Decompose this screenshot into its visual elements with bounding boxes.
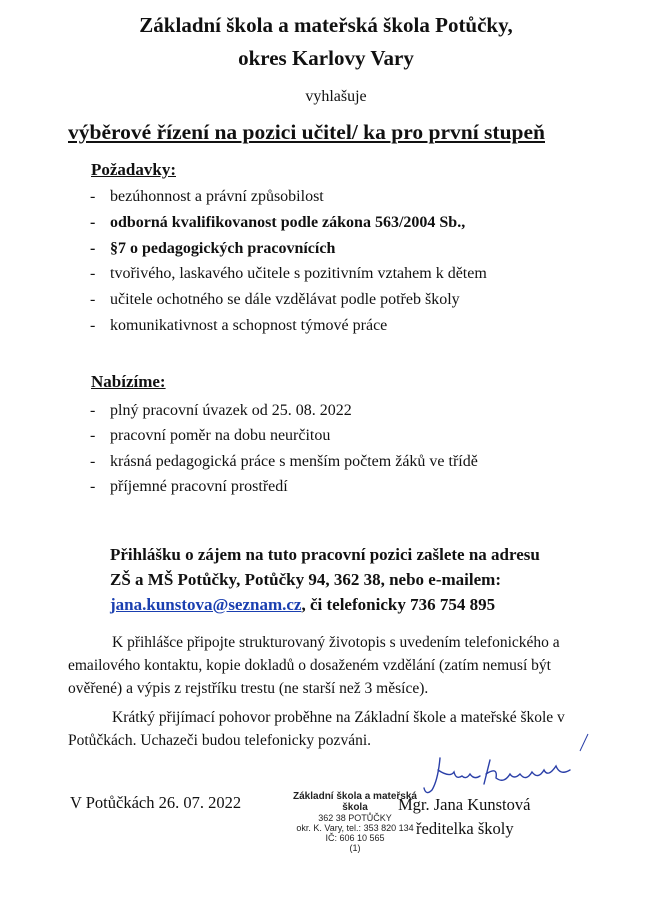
attachments-text: K přihlášce připojte strukturovaný životopis s uvedením telefonického a emailového kontaktu, kopie dokladů o dosaženém vzdělání (zatím nemusí být ověřené) a výpis z rejstříku trestu (ne starší než 3 měsíce). (68, 634, 560, 697)
application-line: Přihlášku o zájem na tuto pracovní pozici zašlete na adresu (110, 545, 540, 564)
school-name: Základní škola a mateřská škola Potůčky, (139, 13, 513, 37)
stamp-line: 362 38 POTŮČKY (318, 813, 392, 823)
list-item: - krásná pedagogická práce s menším počtem žáků ve třídě (88, 449, 478, 474)
list-item: - pracovní poměr na dobu neurčitou (88, 423, 478, 448)
signatory-role: ředitelka školy (416, 819, 514, 838)
email-link[interactable]: jana.kunstova@seznam.cz (110, 595, 302, 614)
list-item: - bezúhonnost a právní způsobilost (88, 184, 487, 210)
stamp-line: IČ: 606 10 565 (325, 833, 385, 843)
requirements-heading: Požadavky: (91, 160, 176, 179)
announces-label: vyhlašuje (305, 88, 367, 105)
signatory-block (398, 793, 530, 841)
interview-text: Krátký přijímací pohovor proběhne na Základní škole a mateřské škole v Potůčkách. Uchazeči budou telefonicky pozváni. (68, 709, 565, 749)
contact-line (110, 592, 630, 617)
list-item: - příjemné pracovní prostředí (88, 474, 478, 499)
signatory-name: Mgr. Jana Kunstová (398, 795, 531, 814)
list-item: - komunikativnost a schopnost týmové práce (88, 313, 487, 339)
attachments-paragraph (68, 631, 598, 700)
list-item: - §7 o pedagogických pracovnících (88, 236, 487, 262)
interview-paragraph (68, 706, 598, 752)
stamp-line: Základní škola a mateřská škola (293, 791, 417, 813)
list-item: - tvořivého, laskavého učitele s pozitivním vztahem k dětem (88, 261, 487, 287)
requirements-list (88, 184, 487, 339)
offer-heading: Nabízíme: (91, 372, 166, 391)
list-item: - odborná kvalifikovanost podle zákona 563/2004 Sb., (88, 210, 487, 236)
place-date: V Potůčkách 26. 07. 2022 (70, 793, 242, 812)
school-district: okres Karlovy Vary (238, 46, 414, 70)
application-instructions (110, 542, 630, 617)
phone-text: , či telefonicky 736 754 895 (301, 595, 496, 614)
address-line: ZŠ a MŠ Potůčky, Potůčky 94, 362 38, nebo e-mailem: (110, 570, 501, 589)
stamp-line: (1) (349, 843, 361, 853)
stamp-line: okr. K. Vary, tel.: 353 820 134 (296, 823, 414, 833)
offer-list (88, 398, 478, 500)
page-title: výběrové řízení na pozici učitel/ ka pro první stupeň (68, 120, 545, 144)
list-item: - učitele ochotného se dále vzdělávat podle potřeb školy (88, 287, 487, 313)
list-item: - plný pracovní úvazek od 25. 08. 2022 (88, 398, 478, 423)
